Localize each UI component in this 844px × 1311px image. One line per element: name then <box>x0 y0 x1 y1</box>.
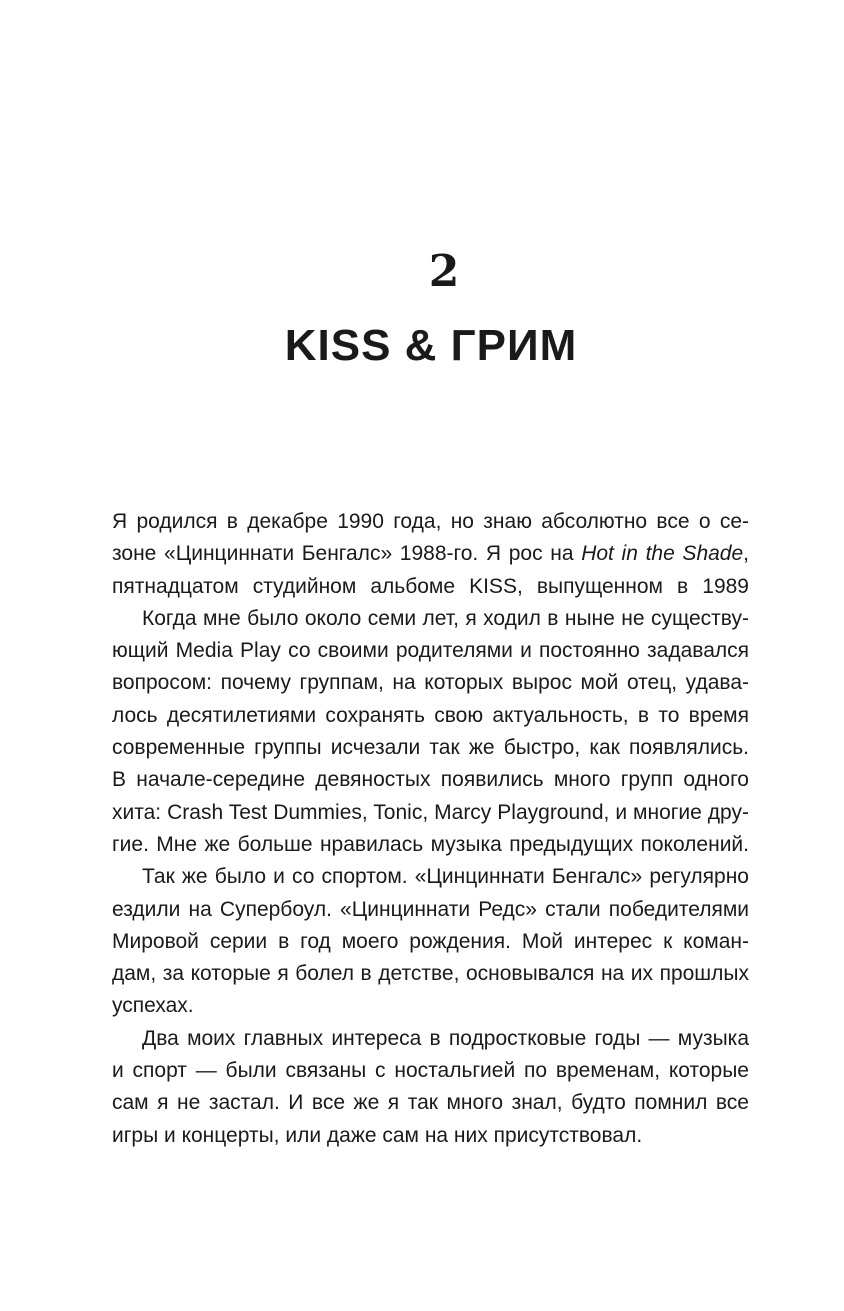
paragraph <box>112 1023 749 1152</box>
text-line <box>112 861 749 893</box>
text-line <box>112 571 749 603</box>
text-segment: пятнадцатом студийном альбоме KISS, выпущенном в 1989 <box>112 574 749 598</box>
chapter-number: 2 <box>428 246 460 297</box>
text-segment: современные группы исчезали так же быстро, как появлялись. <box>112 736 749 760</box>
text-segment: В начале-середине девяностых появились много групп одного <box>112 768 749 792</box>
text-segment: вопросом: почему группам, на которых вырос мой отец, удава- <box>112 671 749 695</box>
text-line <box>112 1087 749 1119</box>
chapter-title: KISS & ГРИМ <box>284 321 578 370</box>
paragraph <box>112 861 749 1022</box>
text-line <box>112 732 749 764</box>
chapter-body <box>112 506 749 1152</box>
text-segment: игры и концерты, или даже сам на них присутствовал. <box>112 1123 643 1147</box>
text-segment: Два моих главных интереса в подростковые годы — музыка <box>142 1026 749 1050</box>
italic-title: Hot in the Shade <box>581 542 744 566</box>
text-line <box>112 506 749 538</box>
text-line <box>112 538 749 570</box>
text-segment: сам я не застал. И все же я так много знал, будто помнил все <box>112 1091 749 1115</box>
text-segment: ющий Media Play со своими родителями и постоянно задавался <box>112 639 749 663</box>
text-line <box>112 635 749 667</box>
text-line <box>112 1120 749 1152</box>
text-line <box>112 958 749 990</box>
text-line <box>112 667 749 699</box>
text-line <box>112 990 749 1022</box>
text-line <box>112 894 749 926</box>
text-segment: Я родился в декабре 1990 года, но знаю абсолютно все о се- <box>112 510 749 533</box>
text-line <box>112 1023 749 1055</box>
text-line <box>112 926 749 958</box>
text-segment: зоне «Цинциннати Бенгалс» 1988-го. Я рос на <box>112 542 582 566</box>
text-segment: дам, за которые я болел в детстве, основывался на их прошлых <box>112 962 749 986</box>
text-line <box>112 829 749 861</box>
text-segment: , <box>743 542 749 566</box>
text-line <box>112 700 749 732</box>
text-segment: Так же было и со спортом. «Цинциннати Бенгалс» регулярно <box>142 865 749 889</box>
text-segment: Когда мне было около семи лет, я ходил в ныне не существу- <box>142 606 749 630</box>
text-line <box>112 797 749 829</box>
text-segment: хита: Crash Test Dummies, Tonic, Marcy Playground, и многие дру- <box>112 800 749 824</box>
text-line <box>112 764 749 796</box>
paragraph <box>112 506 749 603</box>
text-segment: и спорт — были связаны с ностальгией по временам, которые <box>112 1059 749 1083</box>
text-segment: гие. Мне же больше нравилась музыка предыдущих поколений. <box>112 832 749 856</box>
text-segment: успехах. <box>112 994 194 1018</box>
text-segment: лось десятилетиями сохранять свою актуальность, в то время <box>112 703 749 727</box>
text-line <box>112 1055 749 1087</box>
paragraph <box>112 603 749 861</box>
text-segment: ездили на Супербоул. «Цинциннати Редс» стали победителями <box>112 897 749 921</box>
text-segment: Мировой серии в год моего рождения. Мой интерес к коман- <box>112 929 749 953</box>
text-line <box>112 603 749 635</box>
